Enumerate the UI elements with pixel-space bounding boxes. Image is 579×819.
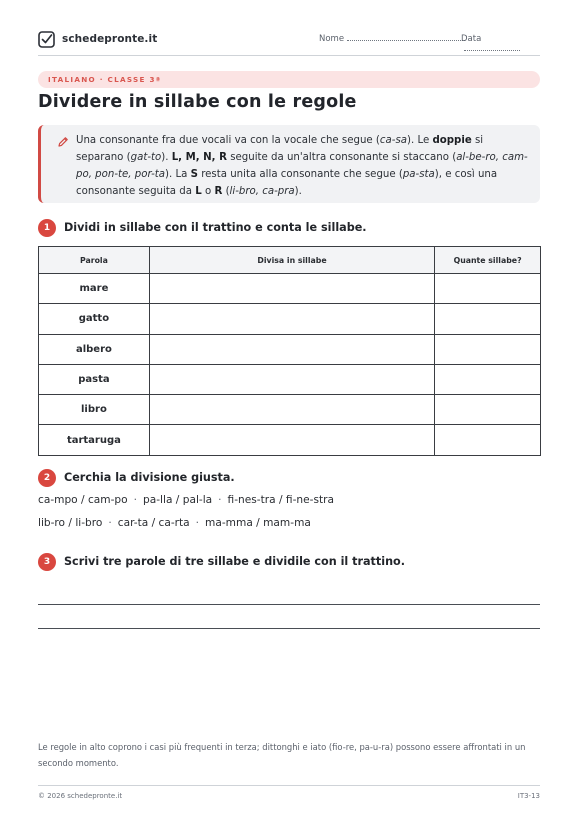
divided-answer-cell[interactable]	[149, 274, 434, 304]
separator-dot: ·	[133, 494, 138, 506]
page-title: Dividere in sillabe con le regole	[38, 92, 357, 112]
name-writing-line	[347, 34, 465, 41]
date-writing-line	[464, 44, 520, 51]
section-1-number: 1	[38, 219, 56, 237]
page-header	[38, 30, 540, 56]
section-3-number: 3	[38, 553, 56, 571]
name-field[interactable]	[319, 34, 465, 44]
rule-callout	[38, 125, 540, 203]
worksheet-code: IT3-13	[517, 792, 540, 800]
copyright-text: © 2026 schedepronte.it	[38, 792, 123, 800]
word-cell: albero	[39, 334, 150, 364]
section-3-title: Scrivi tre parole di tre sillabe e dividile con il trattino.	[64, 555, 405, 568]
date-field[interactable]	[461, 34, 540, 54]
count-answer-cell[interactable]	[435, 304, 541, 334]
choice-option[interactable]: pa-lla / pal-la	[143, 494, 213, 506]
column-header-divided: Divisa in sillabe	[149, 247, 434, 274]
choice-row-2	[38, 517, 311, 529]
choice-option[interactable]: lib-ro / li-bro	[38, 517, 103, 529]
separator-dot: ·	[195, 517, 200, 529]
checkbox-logo-icon	[38, 31, 55, 48]
answer-writing-line[interactable]	[38, 604, 540, 605]
pencil-icon	[57, 136, 69, 148]
choice-row-1	[38, 494, 334, 506]
word-cell: pasta	[39, 364, 150, 394]
word-cell: mare	[39, 274, 150, 304]
count-answer-cell[interactable]	[435, 425, 541, 455]
separator-dot: ·	[218, 494, 222, 506]
subject-badge	[38, 71, 540, 88]
section-1-title: Dividi in sillabe con il trattino e conta le sillabe.	[64, 221, 367, 234]
divided-answer-cell[interactable]	[149, 304, 434, 334]
answer-writing-line[interactable]	[38, 628, 540, 629]
word-cell: tartaruga	[39, 425, 150, 455]
rule-text: Una consonante fra due vocali va con la vocale che segue (ca-sa). Le doppie si separano (gat-to). L, M, N, R seguite da un'altra consonante si staccano (al-be-ro, cam-po, pon-te, por-ta). La S resta unita alla consonante che segue (pa-sta), e così una consonante seguita da L o R (li-bro, ca-pra).	[76, 135, 528, 197]
word-cell: libro	[39, 395, 150, 425]
divided-answer-cell[interactable]	[149, 334, 434, 364]
separator-dot: ·	[108, 517, 112, 529]
table-row	[39, 395, 541, 425]
divided-answer-cell[interactable]	[149, 364, 434, 394]
choice-option[interactable]: ma-mma / mam-ma	[205, 517, 311, 529]
divided-answer-cell[interactable]	[149, 425, 434, 455]
column-header-word: Parola	[39, 247, 150, 274]
column-header-count: Quante sillabe?	[435, 247, 541, 274]
teacher-note: Le regole in alto coprono i casi più frequenti in terza; dittonghi e iato (fio-re, pa-u-ra) possono essere affrontati in un secondo momento.	[38, 742, 526, 768]
count-answer-cell[interactable]	[435, 274, 541, 304]
choice-option[interactable]: ca-mpo / cam-po	[38, 494, 128, 506]
table-row	[39, 425, 541, 455]
section-2-number: 2	[38, 469, 56, 487]
date-label: Data	[461, 34, 482, 44]
count-answer-cell[interactable]	[435, 395, 541, 425]
table-row	[39, 364, 541, 394]
page-footer	[38, 785, 540, 800]
count-answer-cell[interactable]	[435, 364, 541, 394]
name-label: Nome	[319, 34, 345, 44]
table-header-row	[39, 247, 541, 274]
syllable-table	[38, 246, 541, 456]
word-cell: gatto	[39, 304, 150, 334]
divided-answer-cell[interactable]	[149, 395, 434, 425]
section-2-title: Cerchia la divisione giusta.	[64, 471, 235, 484]
choice-option[interactable]: car-ta / ca-rta	[117, 517, 190, 529]
choice-option[interactable]: fi-nes-tra / fi-ne-stra	[227, 494, 334, 506]
count-answer-cell[interactable]	[435, 334, 541, 364]
table-row	[39, 274, 541, 304]
brand-name: schedepronte.it	[62, 33, 158, 45]
table-row	[39, 304, 541, 334]
table-row	[39, 334, 541, 364]
subject-label: ITALIANO · CLASSE 3ª	[48, 74, 162, 84]
